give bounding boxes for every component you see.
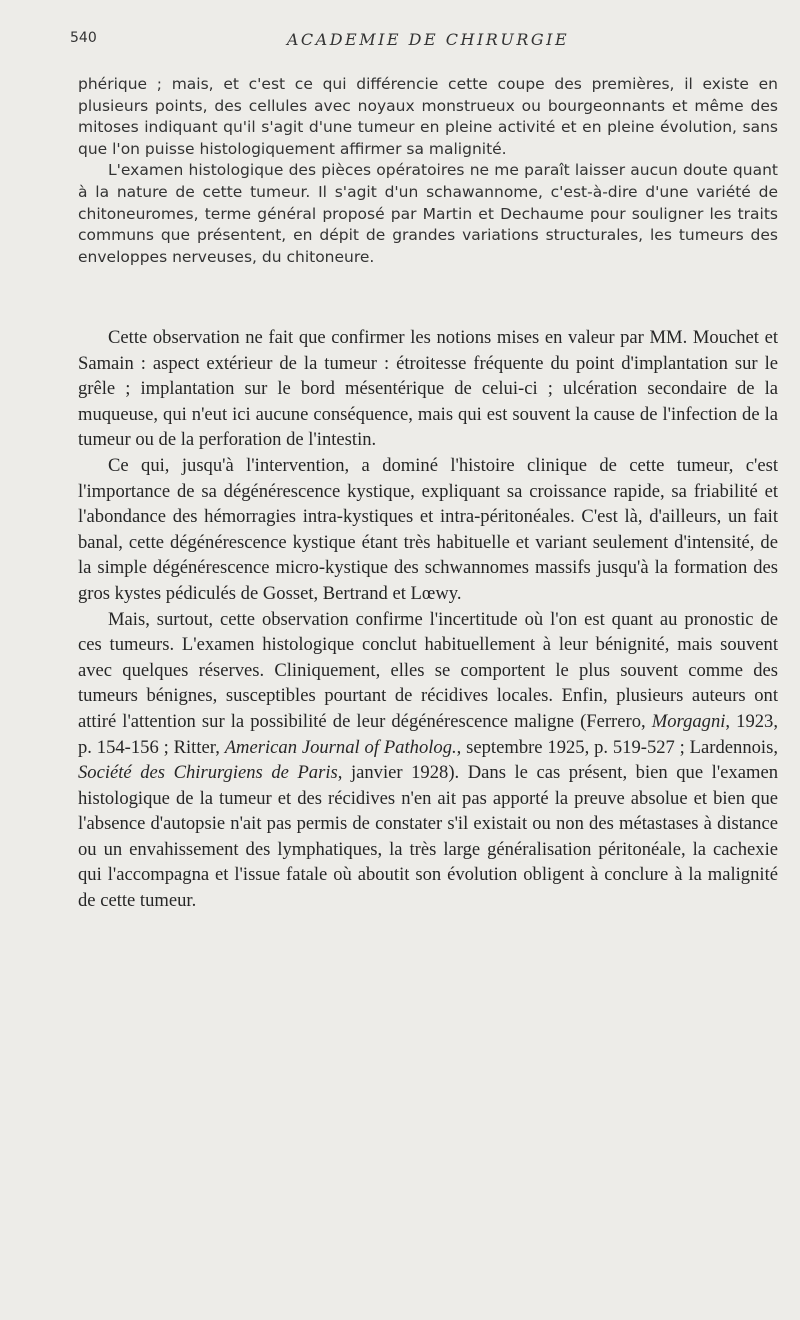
page-header	[70, 30, 778, 54]
paragraph: L'examen histologique des pièces opératoires ne me paraît laisser aucun doute quant à la nature de cette tumeur. Il s'agit d'un schawannome, c'est-à-dire d'une variété de chitoneuromes, terme général proposé par Martin et Dechaume pour souligner les traits communs que présentent, en dépit de grandes variations structurales, les tumeurs des enveloppes nerveuses, du chitoneure.	[78, 161, 778, 266]
main-text	[78, 325, 778, 914]
paragraph	[78, 607, 778, 914]
paragraph: Cette observation ne fait que confirmer les notions mises en valeur par MM. Mouchet et Samain : aspect extérieur de la tumeur : étroitesse fréquente du point d'implantation sur le grêle ; implantation sur le bord mésentérique de celui-ci ; ulcération secondaire de la muqueuse, qui n'eut ici aucune conséquence, mais qui est souvent la cause de l'infection de la tumeur ou de la perforation de l'intestin.	[78, 327, 778, 451]
citation-title: Société des Chirurgiens de Paris	[78, 762, 338, 784]
histology-note	[78, 74, 778, 268]
paragraph: phérique ; mais, et c'est ce qui différencie cette coupe des premières, il existe en plusieurs points, des cellules avec noyaux monstrueux ou bourgeonnants et même des mitoses indiquant qu'il s'agit d'une tumeur en pleine activité et en pleine évolution, sans que l'on puisse histologiquement affirmer sa malignité.	[78, 75, 778, 158]
text-run: Mais, surtout, cette observation confirme l'incertitude où l'on est quant au pronostic de ces tumeurs. L'examen histologique conclut habituellement à leur bénignité, mais souvent avec quelques réserves. Cliniquement, elles se comportent le plus souvent comme des tumeurs bénignes, susceptibles pourtant de récidives locales. Enfin, plusieurs auteurs ont attiré l'attention sur la possibilité de leur dégénérescence maligne (Ferrero,	[78, 608, 778, 732]
text-run: , septembre 1925, p. 519-527 ; Lardennois,	[456, 736, 778, 758]
text-run: , janvier 1928). Dans le cas présent, bien que l'examen histologique de la tumeur et des récidives n'en ait pas apporté la preuve absolue et bien que l'absence d'autopsie n'ait pas permis de constater s'il existait ou non des métastases à distance ou un envahissement des lymphatiques, la très large généralisation péritonéale, la cachexie qui l'accompagna et l'issue fatale où aboutit son évolution obligent à conclure à la malignité de cette tumeur.	[78, 762, 778, 912]
running-title: ACADEMIE DE CHIRURGIE	[286, 30, 570, 49]
citation-title: American Journal of Patholog.	[224, 736, 457, 758]
citation-title: Morgagni	[651, 710, 726, 732]
page-number: 540	[70, 30, 97, 46]
text-run: , 1923, p. 154-156 ; Ritter,	[78, 710, 778, 758]
paragraph: Ce qui, jusqu'à l'intervention, a dominé l'histoire clinique de cette tumeur, c'est l'importance de sa dégénérescence kystique, expliquant sa croissance rapide, sa friabilité et l'abondance des hémorragies intra-kystiques et intra-péritonéales. C'est là, d'ailleurs, un fait banal, cette dégénérescence kystique étant très habituelle et variant seulement d'intensité, de la simple dégénérescence micro-kystique des schwannomes massifs jusqu'à la formation des gros kystes pédiculés de Gosset, Bertrand et Lœwy.	[78, 454, 778, 604]
